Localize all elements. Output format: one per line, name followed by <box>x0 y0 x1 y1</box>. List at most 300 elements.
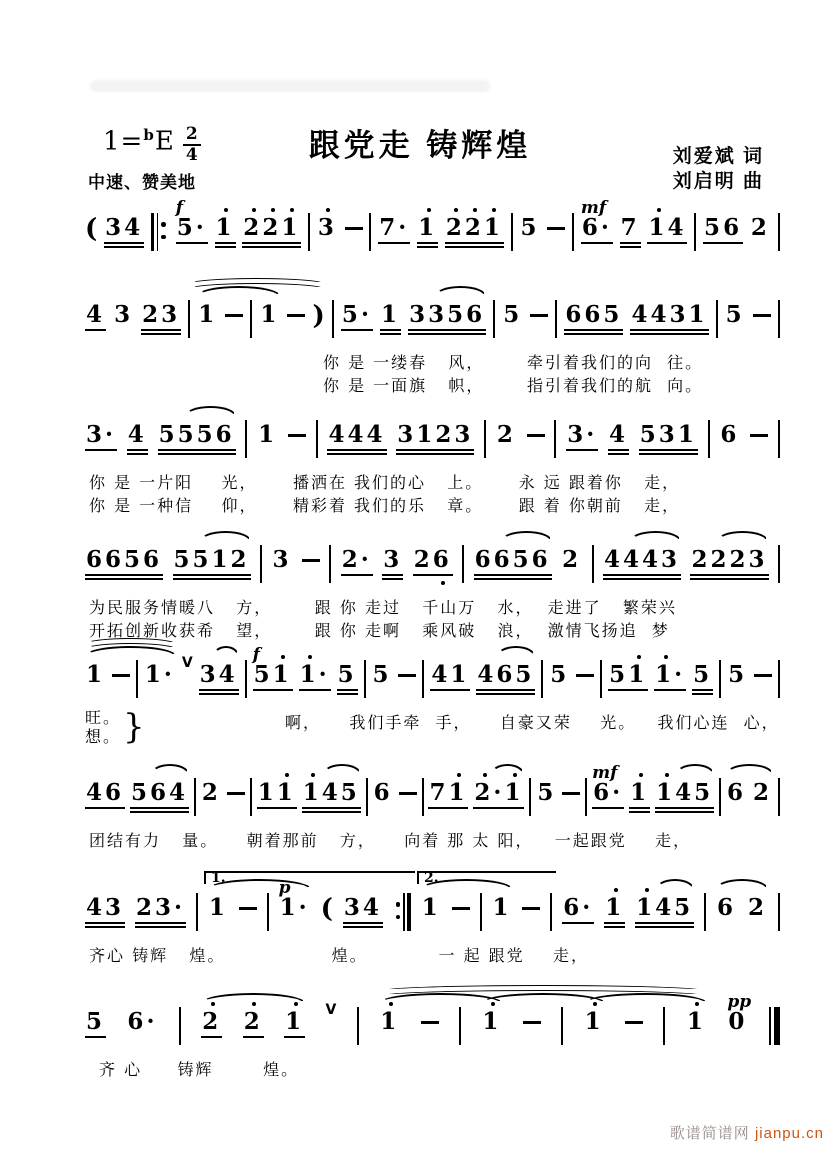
barline <box>459 1007 461 1045</box>
note-group <box>85 781 125 809</box>
note-digit: 2 <box>413 546 433 573</box>
note-group <box>536 781 557 805</box>
continuation-line <box>188 283 325 289</box>
note-digit: 1 <box>656 781 675 805</box>
note-group <box>208 896 229 920</box>
note-group <box>592 763 624 809</box>
barline <box>778 545 780 583</box>
slur-tie <box>323 764 361 774</box>
note-group <box>201 1010 222 1038</box>
note-digit: 5 <box>609 661 629 688</box>
duration-dash <box>522 907 540 910</box>
note-digit: 5 <box>674 894 694 921</box>
note-digit: 1 <box>208 894 228 921</box>
note-digit: 6 <box>433 548 452 572</box>
note-group <box>445 216 504 248</box>
note-group <box>85 896 125 928</box>
dynamic-mark: p <box>278 878 291 898</box>
repeat-begin-sign <box>151 213 169 251</box>
octave-dot-high <box>665 773 669 777</box>
note-digit: 5 <box>512 546 532 573</box>
barline <box>196 893 198 931</box>
note-digit: 6 <box>127 1008 147 1035</box>
note-group <box>259 303 280 327</box>
lyrics-line: 为民服务情暖八 方， 跟 你 走过 千山万 水， 走进了 繁荣兴 <box>89 598 677 617</box>
note-group <box>173 548 251 580</box>
octave-dot-high <box>457 773 461 777</box>
note-group <box>327 423 386 455</box>
duration-dash <box>527 434 545 437</box>
note-digit: 5 <box>173 546 193 573</box>
note-digit: 5 <box>337 661 357 688</box>
note-digit: 4 <box>169 779 189 806</box>
note-digit: 2 <box>201 779 221 806</box>
note-group <box>549 663 570 687</box>
octave-dot-low <box>441 581 445 585</box>
note-digit: 3 <box>114 301 134 328</box>
note-digit: 2 <box>446 216 465 240</box>
note-group <box>620 216 641 248</box>
note-digit: 5 <box>192 546 212 573</box>
duration-dash <box>288 434 306 437</box>
notes-row <box>85 198 780 263</box>
note-group <box>561 548 582 572</box>
breath-mark: V <box>181 655 193 671</box>
note-digit: 1 <box>285 1010 304 1034</box>
note-group <box>302 781 361 813</box>
note-digit: 4 <box>655 894 675 921</box>
note-digit: 1 <box>277 781 296 805</box>
note-group <box>373 781 394 805</box>
notes-row <box>85 763 780 828</box>
note-group <box>629 781 650 813</box>
octave-dot-high <box>311 773 315 777</box>
barline <box>663 1007 665 1045</box>
slur-tie <box>716 879 768 889</box>
octave-dot-high <box>664 655 668 659</box>
octave-dot-high <box>281 655 285 659</box>
note-digit: 5 <box>603 301 623 328</box>
slur-tie <box>630 531 681 541</box>
barline <box>716 300 718 338</box>
note-digit: · <box>195 214 207 241</box>
note-digit: 1 <box>677 421 697 448</box>
note-digit: 6 <box>565 301 585 328</box>
faded-header-smudge <box>90 80 490 92</box>
note-digit: 1 <box>421 894 441 921</box>
slur-tie <box>213 646 239 656</box>
note-digit: 4 <box>477 661 497 688</box>
note-digit: 6 <box>86 546 106 573</box>
note-digit: 3 <box>454 421 474 448</box>
note-group <box>692 663 713 695</box>
note-digit: 1 <box>628 663 647 687</box>
note-digit: 4 <box>609 421 629 448</box>
octave-dot-high <box>454 208 458 212</box>
barline <box>250 778 252 816</box>
note-group <box>703 216 743 244</box>
note-digit: 1 <box>260 301 280 328</box>
note-group <box>257 781 297 809</box>
note-digit: 2 <box>244 1010 263 1034</box>
note-digit: 1 <box>688 301 708 328</box>
duration-dash <box>753 314 771 317</box>
note-group <box>243 1010 264 1038</box>
note-digit: 1 <box>418 216 437 240</box>
note-digit: · <box>146 1008 158 1035</box>
note-group <box>85 663 106 687</box>
duration-dash <box>750 434 768 437</box>
note-group <box>413 548 453 576</box>
note-digit: 5 <box>725 301 745 328</box>
barline <box>561 1007 563 1045</box>
note-digit: 6 <box>149 779 169 806</box>
slur-tie <box>501 531 552 541</box>
note-group <box>566 423 598 451</box>
note-digit: 2 <box>465 216 484 240</box>
continuation-line <box>379 990 707 996</box>
note-digit: 3 <box>86 421 106 448</box>
note-digit: 3 <box>343 894 363 921</box>
note-digit: · <box>612 779 624 806</box>
note-group <box>380 303 401 335</box>
note-digit: 2 <box>243 216 262 240</box>
barline <box>357 1007 359 1045</box>
duration-dash <box>112 674 130 677</box>
lyrics-line: 开拓创新收获希 望， 跟 你 走啊 乘风破 浪， 激情飞扬追 梦 <box>89 621 670 640</box>
meter-denominator: 4 <box>185 145 198 165</box>
volta-label: 2. <box>424 870 439 886</box>
octave-dot-high <box>271 208 275 212</box>
octave-dot-high <box>614 888 618 892</box>
note-digit: 3 <box>105 214 125 241</box>
slur-tie <box>726 764 773 774</box>
duration-dash <box>287 314 305 317</box>
barline <box>541 660 543 698</box>
octave-dot-high <box>285 773 289 777</box>
note-digit: 3 <box>383 546 403 573</box>
octave-dot-high <box>326 208 330 212</box>
note-digit: 5 <box>158 421 178 448</box>
note-group <box>379 1010 400 1034</box>
note-digit: 1 <box>144 661 164 688</box>
note-digit: 1 <box>504 781 523 805</box>
note-group <box>299 663 331 691</box>
note-group <box>562 896 594 924</box>
note-digit: · <box>163 661 175 688</box>
barline <box>308 213 310 251</box>
dynamic-mark: mf <box>580 198 607 218</box>
note-digit: 1 <box>86 661 106 688</box>
note-digit: 6 <box>105 546 125 573</box>
barline <box>484 420 486 458</box>
note-group <box>113 303 134 327</box>
note-digit: 5 <box>537 779 557 806</box>
note-digit: 5 <box>253 661 273 688</box>
note-digit: 5 <box>130 779 150 806</box>
score-line <box>85 992 780 1080</box>
duration-dash <box>399 792 417 795</box>
octave-dot-high <box>637 655 641 659</box>
key-text: 1=$^b$E <box>103 126 175 157</box>
note-digit: 5 <box>372 661 392 688</box>
note-digit: 1 <box>211 546 231 573</box>
barline <box>250 300 252 338</box>
note-group <box>491 896 512 920</box>
lyrics-line: 齐 心 铸辉 煌。 <box>99 1060 300 1079</box>
repeat-end-sign <box>393 893 411 931</box>
final-barline <box>769 1007 780 1045</box>
octave-dot-high <box>224 208 228 212</box>
watermark-link[interactable]: jianpu.cn <box>754 1125 824 1142</box>
note-group <box>519 216 540 240</box>
note-digit: 5 <box>124 546 144 573</box>
duration-dash <box>523 1021 541 1024</box>
note-group <box>496 423 517 447</box>
note-digit: 1 <box>216 216 235 240</box>
duration-dash <box>562 792 580 795</box>
note-digit: 1 <box>258 421 278 448</box>
note-group <box>382 548 403 580</box>
note-group <box>635 896 694 928</box>
alternatives-brace: } <box>123 707 145 747</box>
note-group <box>750 216 771 240</box>
note-group <box>603 548 681 580</box>
note-group <box>126 1010 158 1034</box>
note-digit: 1 <box>492 894 512 921</box>
note-digit: 2 <box>262 216 281 240</box>
note-digit: 2 <box>752 779 772 806</box>
barline <box>719 778 721 816</box>
note-group <box>341 548 373 576</box>
barline <box>332 300 334 338</box>
note-group <box>473 781 524 809</box>
note-digit: 6 <box>105 779 125 806</box>
note-group <box>476 663 535 695</box>
note-digit: 3 <box>567 421 587 448</box>
note-group <box>639 423 698 455</box>
note-digit: · <box>600 214 612 241</box>
note-group <box>686 1010 707 1034</box>
note-digit: 1 <box>648 216 667 240</box>
note-digit: 3 <box>661 546 681 573</box>
note-group <box>608 663 648 691</box>
note-digit: 5 <box>694 779 714 806</box>
barline <box>188 300 190 338</box>
note-digit: 2 <box>202 1010 221 1034</box>
note-digit: 1 <box>381 301 401 328</box>
note-group <box>201 781 222 805</box>
note-digit: 3 <box>397 421 417 448</box>
note-group <box>378 216 410 244</box>
note-digit: · <box>318 661 330 688</box>
barline <box>572 213 574 251</box>
duration-dash <box>547 227 565 230</box>
notes-row <box>85 870 780 943</box>
note-group <box>317 216 338 240</box>
note-digit: · <box>360 301 372 328</box>
note-group <box>371 663 392 687</box>
barline <box>260 545 262 583</box>
lyric-alternatives <box>85 707 145 747</box>
note-digit: 6 <box>720 421 740 448</box>
note-digit: 3 <box>658 421 678 448</box>
note-digit: 2 <box>135 894 155 921</box>
octave-dot-high <box>308 655 312 659</box>
note-digit: · <box>173 894 185 921</box>
note-group <box>690 548 768 580</box>
composer-credit: 刘启明 曲 <box>672 171 764 192</box>
note-digit: 1 <box>655 663 674 687</box>
note-group <box>135 896 186 928</box>
note-digit: 2 <box>435 421 455 448</box>
score-line <box>85 763 780 851</box>
note-group <box>199 663 239 695</box>
note-group <box>502 303 523 327</box>
note-digit: 5 <box>341 301 361 328</box>
duration-dash <box>302 559 320 562</box>
lyrics-line: 齐心 铸辉 煌。 煌。 一 起 跟党 走， <box>89 946 590 965</box>
watermark <box>670 1122 824 1143</box>
note-digit: 6 <box>727 779 747 806</box>
score-line <box>85 645 780 747</box>
slur-tie <box>656 879 694 889</box>
duration-dash <box>530 314 548 317</box>
slur-tie <box>491 764 524 774</box>
slur-tie <box>497 646 535 656</box>
note-digit: 6 <box>496 661 516 688</box>
note-group <box>252 645 293 691</box>
barline <box>329 545 331 583</box>
barline <box>585 778 587 816</box>
lyrics-line: 你 是 一缕春 风， 牵引着我们的向 往。 <box>323 353 704 372</box>
note-group <box>647 216 687 244</box>
notes-row <box>85 285 780 350</box>
note-group <box>130 781 189 813</box>
note-group <box>242 216 301 248</box>
barline <box>267 893 269 931</box>
note-group <box>430 663 470 691</box>
repeat-thick-bar <box>151 213 155 251</box>
note-digit: 1 <box>482 1010 501 1034</box>
barline <box>529 778 531 816</box>
volta-label: 1. <box>211 870 226 886</box>
note-digit: 6 <box>531 546 551 573</box>
note-digit: 6 <box>717 894 737 921</box>
note-digit: 2 <box>474 781 493 805</box>
note-group <box>337 663 358 695</box>
note-group <box>85 303 106 331</box>
note-digit: 6 <box>493 546 513 573</box>
score-line <box>85 530 780 641</box>
meter-numerator: 2 <box>183 126 201 146</box>
lyricist-credit: 刘爱斌 词 <box>672 146 764 167</box>
duration-dash <box>345 227 363 230</box>
note-digit: 6 <box>563 894 583 921</box>
note-digit: 1 <box>198 301 218 328</box>
note-digit: · <box>398 214 410 241</box>
slur-tie <box>201 993 305 1003</box>
barline <box>136 660 138 698</box>
note-digit: 4 <box>631 301 651 328</box>
note-digit: 3 <box>272 546 292 573</box>
parenthesis: ( <box>320 894 333 924</box>
breath-mark: V <box>325 1002 337 1018</box>
flat-sign: b <box>143 126 155 144</box>
watermark-site-name: 歌谱简谱网 <box>669 1125 755 1142</box>
duration-dash <box>625 1021 643 1024</box>
tempo-marking: 中速、赞美地 <box>88 173 196 192</box>
octave-dot-high <box>492 208 496 212</box>
note-digit: 1 <box>450 661 470 688</box>
note-digit: 2 <box>562 546 582 573</box>
note-group <box>175 198 208 244</box>
song-title: 跟党走 铸辉煌 <box>308 128 532 163</box>
duration-dash <box>421 1021 439 1024</box>
octave-dot-high <box>290 208 294 212</box>
note-digit: 1 <box>416 421 436 448</box>
note-digit: 3 <box>154 894 174 921</box>
note-digit: · <box>298 894 310 921</box>
note-group <box>158 423 236 455</box>
note-group <box>608 423 629 455</box>
note-digit: 4 <box>347 421 367 448</box>
note-group <box>474 548 552 580</box>
score-line <box>85 198 780 263</box>
lyrics-line: 旺。 <box>85 708 122 727</box>
note-group <box>655 781 714 813</box>
slur-tie <box>200 531 251 541</box>
note-digit: 4 <box>642 546 662 573</box>
note-digit: 3 <box>199 661 219 688</box>
note-digit: 5 <box>639 421 659 448</box>
note-digit: 6 <box>373 779 393 806</box>
note-digit: 4 <box>362 894 382 921</box>
barline <box>369 213 371 251</box>
note-digit: 3 <box>748 546 768 573</box>
barline <box>511 213 513 251</box>
notes-row <box>85 530 780 595</box>
note-group <box>127 423 148 455</box>
barline <box>462 545 464 583</box>
notes-row <box>85 405 780 470</box>
duration-dash <box>754 674 772 677</box>
note-digit: 7 <box>429 779 449 806</box>
note-group <box>421 896 442 920</box>
note-digit: 4 <box>603 546 623 573</box>
note-digit: 7 <box>379 214 399 241</box>
volta-bracket <box>204 871 415 884</box>
duration-dash <box>576 674 594 677</box>
note-group <box>747 896 768 920</box>
note-digit: 4 <box>328 421 348 448</box>
note-digit: 6 <box>723 214 743 241</box>
note-digit: 3 <box>318 216 337 240</box>
note-digit: 4 <box>431 661 451 688</box>
note-group <box>716 896 737 920</box>
note-group <box>719 423 740 447</box>
note-group <box>343 896 383 928</box>
note-digit: 2 <box>142 301 162 328</box>
note-group <box>85 548 163 580</box>
note-digit: 5 <box>520 214 540 241</box>
continuation-line <box>85 643 176 649</box>
note-digit: 5 <box>340 779 360 806</box>
barline <box>555 300 557 338</box>
barline <box>422 778 424 816</box>
note-digit: 5 <box>693 661 713 688</box>
note-digit: 1 <box>279 894 299 921</box>
